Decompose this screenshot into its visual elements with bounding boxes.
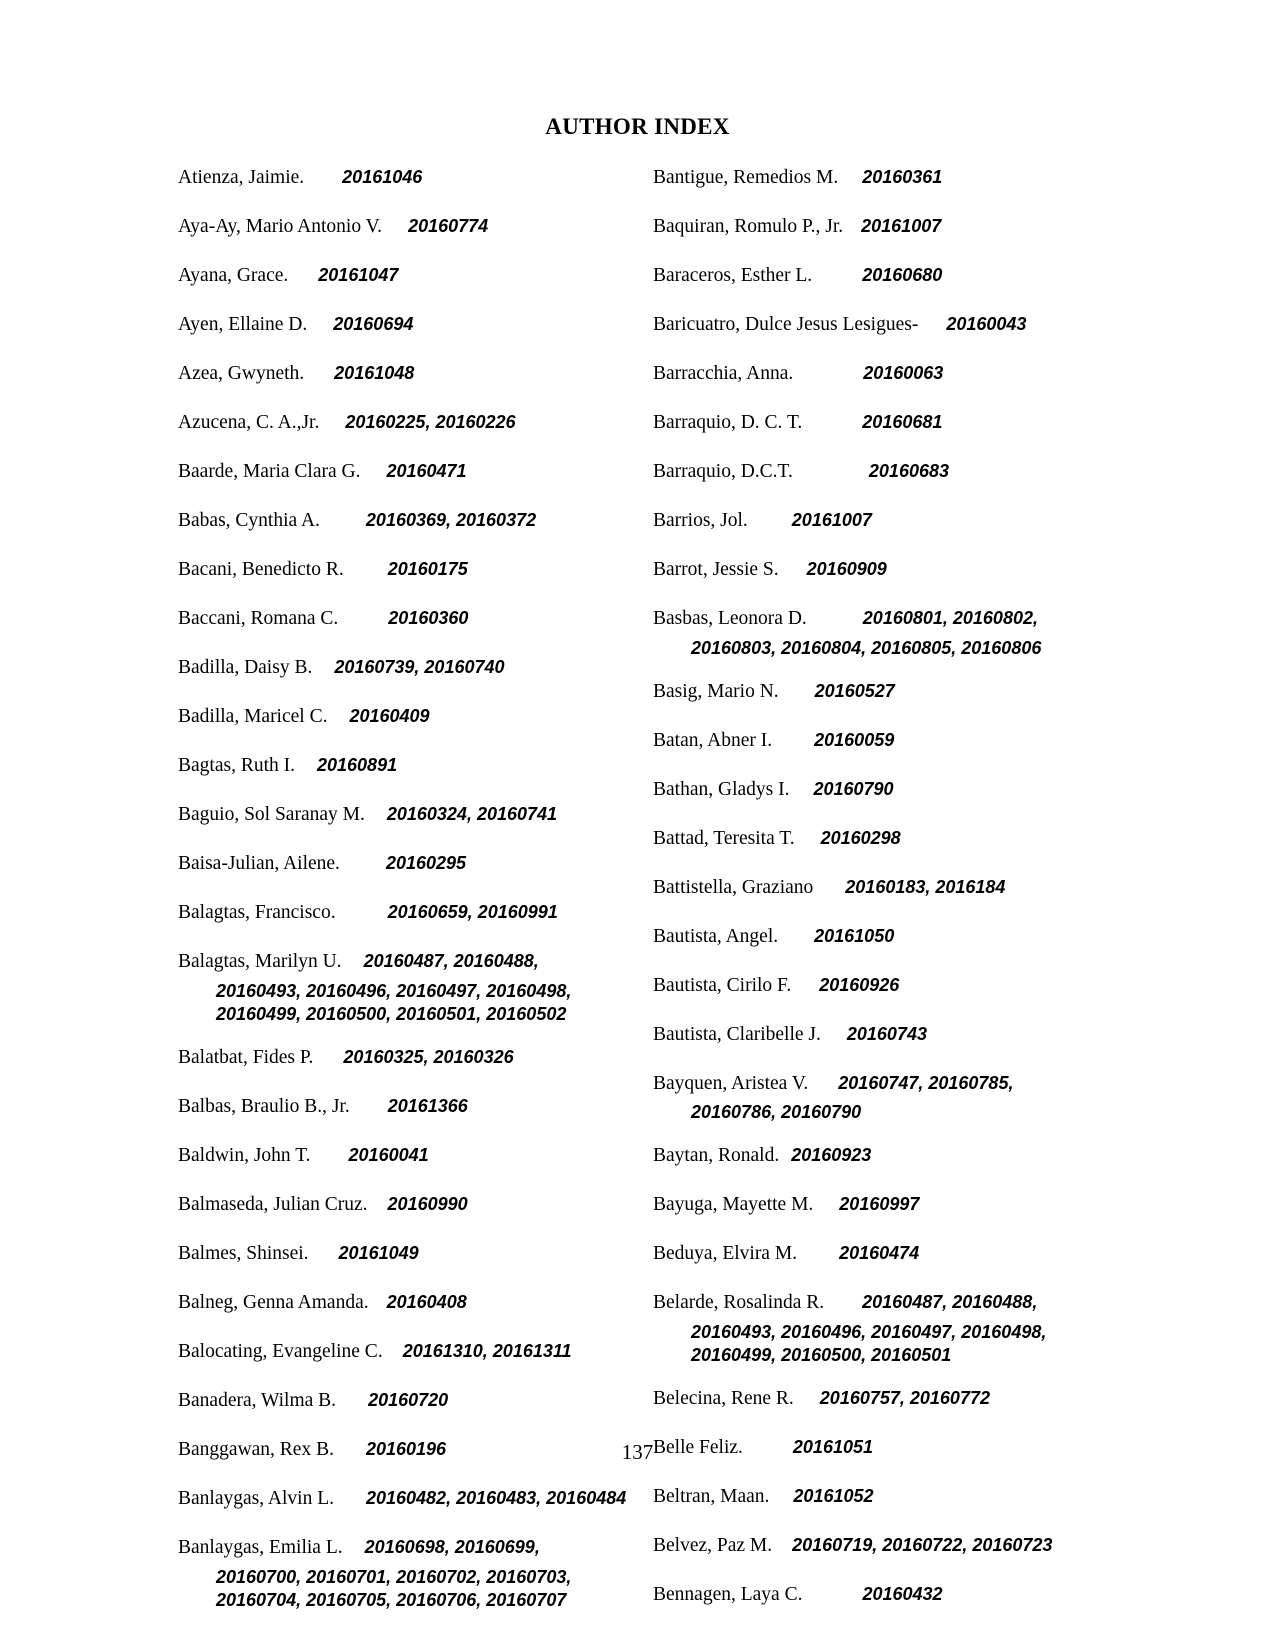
author-name: Babas, Cynthia A.	[178, 510, 320, 531]
entry-numbers: 20160041	[348, 1145, 429, 1165]
index-entry	[178, 1389, 648, 1419]
author-name: Baquiran, Romulo P., Jr.	[653, 216, 844, 237]
entry-numbers: 20161366	[387, 1096, 468, 1116]
index-entry	[178, 1242, 648, 1272]
entry-numbers: 20160926	[819, 974, 900, 995]
index-entry	[653, 729, 1093, 759]
index-entry	[653, 460, 1093, 490]
index-entry	[653, 1387, 1093, 1417]
entry-numbers-continued: 20160700, 20160701, 20160702, 20160703,	[216, 1566, 572, 1587]
author-name: Bayuga, Mayette M.	[653, 1194, 814, 1215]
entry-numbers: 20160409	[349, 706, 430, 726]
entry-numbers: 20160325, 20160326	[343, 1047, 514, 1067]
entry-numbers: 20160063	[863, 363, 944, 383]
author-name: Basig, Mario N.	[653, 680, 779, 702]
entry-numbers: 20161310, 20161311	[402, 1341, 572, 1361]
author-name: Baricuatro, Dulce Jesus Lesigues-	[653, 314, 919, 335]
author-name: Belvez, Paz M.	[653, 1535, 773, 1556]
index-entry	[653, 1583, 1093, 1613]
entry-numbers: 20161048	[334, 363, 415, 383]
author-name: Aya-Ay, Mario Antonio V.	[178, 216, 383, 237]
entry-numbers: 20160923	[791, 1145, 872, 1165]
author-name: Baraceros, Esther L.	[653, 265, 813, 286]
index-entry	[178, 803, 648, 833]
author-name: Barrios, Jol.	[653, 510, 748, 531]
index-entry	[653, 264, 1093, 294]
entry-numbers: 20161050	[814, 925, 895, 946]
author-name: Azea, Gwyneth.	[178, 363, 305, 384]
author-name: Badilla, Maricel C.	[178, 706, 328, 727]
index-entry	[653, 215, 1093, 245]
entry-numbers: 20160743	[846, 1023, 927, 1044]
author-name: Barraquio, D.C.T.	[653, 461, 793, 482]
author-name: Balagtas, Marilyn U.	[178, 951, 342, 972]
index-entry	[178, 215, 648, 245]
entry-numbers: 20160408	[386, 1292, 467, 1312]
author-name: Banggawan, Rex B.	[178, 1439, 334, 1460]
index-entry	[653, 1291, 1093, 1368]
entry-numbers: 20160183, 2016184	[845, 876, 1006, 897]
index-entry	[178, 1144, 648, 1174]
index-entry	[653, 166, 1093, 196]
author-name: Bagtas, Ruth I.	[178, 755, 295, 776]
index-entry	[653, 313, 1093, 343]
entry-numbers: 20160043	[946, 314, 1027, 334]
author-name: Beltran, Maan.	[653, 1486, 770, 1507]
author-name: Balmes, Shinsei.	[178, 1243, 309, 1264]
index-entry	[178, 362, 648, 392]
index-entry	[178, 1487, 648, 1517]
author-name: Banlaygas, Alvin L.	[178, 1488, 334, 1509]
author-name: Batan, Abner I.	[653, 729, 773, 751]
entry-numbers: 20160747, 20160785,	[838, 1072, 1014, 1093]
entry-numbers: 20160694	[333, 314, 414, 334]
author-name: Baytan, Ronald.	[653, 1145, 780, 1166]
author-name: Balocating, Evangeline C.	[178, 1341, 383, 1362]
index-entry	[653, 974, 1093, 1004]
author-name: Baldwin, John T.	[178, 1145, 311, 1166]
entry-numbers-continued: 20160786, 20160790	[691, 1102, 862, 1122]
author-name: Azucena, C. A.,Jr.	[178, 412, 320, 433]
author-name: Baisa-Julian, Ailene.	[178, 853, 340, 874]
entry-numbers: 20161007	[861, 216, 942, 236]
entry-numbers: 20160720	[368, 1390, 449, 1410]
index-entry	[178, 852, 648, 882]
entry-numbers: 20160527	[814, 680, 895, 701]
index-entry	[653, 778, 1093, 808]
index-entry	[178, 754, 648, 784]
entry-numbers: 20160997	[839, 1194, 920, 1214]
page-title: AUTHOR INDEX	[545, 114, 730, 139]
right-index-column	[653, 166, 1093, 1632]
index-entry	[178, 558, 648, 588]
author-name: Bautista, Angel.	[653, 925, 779, 947]
author-name: Bayquen, Aristea V.	[653, 1072, 809, 1094]
entry-numbers-continued: 20160493, 20160496, 20160497, 20160498,	[216, 980, 572, 1001]
index-entry	[653, 925, 1093, 955]
index-entry	[178, 1095, 648, 1125]
entry-numbers: 20160482, 20160483, 20160484	[365, 1488, 627, 1508]
entry-numbers: 20160295	[385, 853, 467, 873]
index-entry	[653, 1144, 1093, 1174]
index-entry	[178, 950, 648, 1027]
entry-numbers: 20161046	[342, 167, 423, 187]
author-name: Barraquio, D. C. T.	[653, 412, 803, 433]
entry-numbers: 20160909	[806, 559, 887, 579]
index-entry	[178, 166, 648, 196]
index-entry	[653, 509, 1093, 539]
author-name: Baccani, Romana C.	[178, 608, 339, 629]
index-entry	[653, 1193, 1093, 1223]
index-entry	[178, 1536, 648, 1613]
entry-numbers-continued: 20160499, 20160500, 20160501, 20160502	[216, 1004, 567, 1024]
author-name: Bacani, Benedicto R.	[178, 559, 344, 580]
author-name: Bautista, Cirilo F.	[653, 974, 792, 996]
entry-numbers: 20160659, 20160991	[387, 902, 558, 922]
entry-numbers: 20161051	[792, 1437, 873, 1457]
entry-numbers: 20160298	[820, 827, 901, 848]
author-name: Bennagen, Laya C.	[653, 1584, 803, 1605]
entry-numbers: 20160471	[386, 461, 467, 481]
author-name: Ayen, Ellaine D.	[178, 314, 308, 335]
entry-numbers: 20160369, 20160372	[365, 510, 537, 530]
index-entry	[653, 558, 1093, 588]
author-name: Bathan, Gladys I.	[653, 778, 790, 800]
author-name: Balneg, Genna Amanda.	[178, 1292, 369, 1313]
index-entry	[178, 901, 648, 931]
entry-numbers: 20160790	[813, 778, 894, 799]
index-entry	[653, 411, 1093, 441]
index-entry	[178, 509, 648, 539]
entry-numbers: 20160774	[408, 216, 489, 236]
entry-numbers: 20160487, 20160488,	[363, 951, 539, 971]
entry-numbers: 20160474	[839, 1243, 920, 1263]
author-name: Bantigue, Remedios M.	[653, 167, 839, 188]
author-name: Beduya, Elvira M.	[653, 1243, 798, 1264]
author-name: Balagtas, Francisco.	[178, 902, 336, 923]
author-name: Atienza, Jaimie.	[178, 167, 305, 188]
entry-numbers: 20160757, 20160772	[819, 1388, 990, 1408]
index-entry	[653, 876, 1093, 906]
entry-numbers: 20160801, 20160802,	[862, 608, 1038, 628]
index-entry	[178, 607, 648, 637]
author-name: Belle Feliz.	[653, 1437, 743, 1458]
entry-numbers: 20160990	[387, 1194, 468, 1214]
author-name: Balmaseda, Julian Cruz.	[178, 1194, 368, 1215]
index-entry	[653, 1072, 1093, 1125]
index-entry	[653, 1485, 1093, 1515]
author-name: Banadera, Wilma B.	[178, 1390, 337, 1411]
entry-numbers: 20161049	[338, 1243, 419, 1263]
entry-numbers: 20160487, 20160488,	[862, 1292, 1038, 1312]
index-entry	[178, 264, 648, 294]
author-name: Battad, Teresita T.	[653, 827, 795, 849]
entry-numbers: 20160891	[317, 755, 398, 775]
entry-numbers: 20160683	[868, 461, 949, 481]
entry-numbers: 20160698, 20160699,	[364, 1537, 540, 1557]
author-name: Battistella, Graziano	[653, 876, 814, 898]
index-entry	[178, 313, 648, 343]
author-name: Belecina, Rene R.	[653, 1388, 794, 1409]
entry-numbers: 20160196	[365, 1439, 447, 1459]
entry-numbers: 20160360	[388, 608, 469, 628]
author-name: Baarde, Maria Clara G.	[178, 461, 361, 482]
entry-numbers: 20160324, 20160741	[386, 804, 558, 824]
entry-numbers-continued: 20160803, 20160804, 20160805, 20160806	[691, 637, 1042, 658]
entry-numbers: 20161052	[793, 1486, 874, 1506]
author-name: Ayana, Grace.	[178, 265, 289, 286]
entry-numbers: 20160739, 20160740	[334, 657, 505, 677]
index-entry	[178, 1193, 648, 1223]
index-entry	[178, 460, 648, 490]
author-name: Belarde, Rosalinda R.	[653, 1292, 825, 1313]
entry-numbers: 20161047	[318, 265, 399, 285]
index-entry	[653, 607, 1093, 660]
index-entry	[178, 1291, 648, 1321]
author-name: Banlaygas, Emilia L.	[178, 1537, 343, 1558]
entry-numbers: 20160059	[814, 729, 895, 750]
index-entry	[178, 411, 648, 441]
entry-numbers-continued: 20160704, 20160705, 20160706, 20160707	[216, 1590, 567, 1610]
index-entry	[178, 1340, 648, 1370]
author-name: Badilla, Daisy B.	[178, 657, 313, 678]
author-name: Balbas, Braulio B., Jr.	[178, 1096, 350, 1117]
index-entry	[653, 827, 1093, 857]
page-number: 137	[621, 1440, 654, 1464]
entry-numbers: 20160225, 20160226	[345, 412, 516, 432]
entry-numbers: 20160432	[862, 1584, 943, 1604]
index-entry	[178, 705, 648, 735]
author-name: Bautista, Claribelle J.	[653, 1023, 821, 1045]
entry-numbers: 20160680	[862, 265, 943, 285]
author-name: Basbas, Leonora D.	[653, 608, 807, 629]
index-entry	[178, 1046, 648, 1076]
entry-numbers-continued: 20160493, 20160496, 20160497, 20160498,	[691, 1321, 1047, 1342]
entry-numbers: 20160681	[862, 412, 943, 432]
author-name: Barracchia, Anna.	[653, 363, 794, 384]
index-entry	[653, 1023, 1093, 1053]
entry-numbers: 20161007	[791, 510, 872, 530]
entry-numbers-continued: 20160499, 20160500, 20160501	[691, 1345, 952, 1365]
entry-numbers: 20160719, 20160722, 20160723	[792, 1535, 1053, 1555]
entry-numbers: 20160361	[862, 167, 943, 187]
index-entry	[653, 1534, 1093, 1564]
author-name: Balatbat, Fides P.	[178, 1047, 314, 1068]
index-entry	[653, 680, 1093, 710]
left-index-column	[178, 166, 648, 1632]
entry-numbers: 20160175	[387, 559, 468, 579]
author-name: Baguio, Sol Saranay M.	[178, 804, 365, 825]
index-entry	[653, 362, 1093, 392]
index-entry	[178, 656, 648, 686]
index-entry	[653, 1242, 1093, 1272]
author-name: Barrot, Jessie S.	[653, 559, 779, 580]
